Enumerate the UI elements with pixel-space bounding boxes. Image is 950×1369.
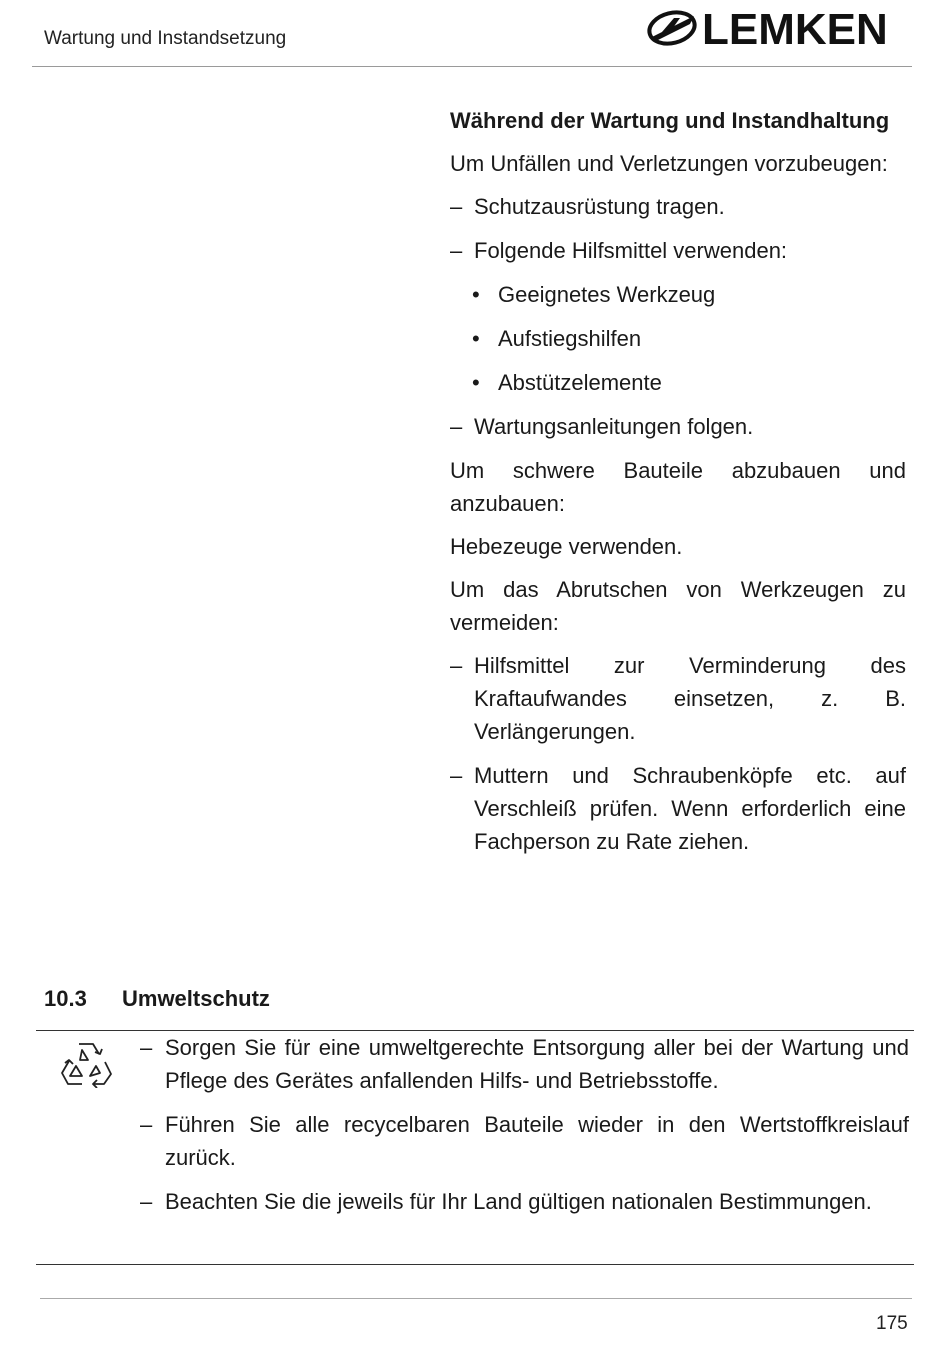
maintenance-intro: Um Unfällen und Verletzungen vorzubeugen: bbox=[450, 151, 888, 176]
bullet-item-text: Geeignetes Werkzeug bbox=[498, 282, 716, 307]
list-item-text: Beachten Sie die jeweils für Ihr Land gültigen nationalen Bestimmungen. bbox=[165, 1189, 872, 1214]
dash-marker: – bbox=[140, 1112, 153, 1137]
list-item bbox=[140, 1031, 909, 1097]
list-item bbox=[140, 1185, 909, 1218]
bullet-item bbox=[450, 322, 906, 355]
environment-list bbox=[140, 1031, 909, 1229]
bullet-marker: • bbox=[472, 370, 480, 395]
dash-marker: – bbox=[140, 1035, 153, 1060]
list-item-text: Folgende Hilfsmittel verwenden: bbox=[474, 238, 788, 263]
list-item-text: Hilfsmittel zur Verminderung des Kraftaufwandes einsetzen, z. B. Verlängerungen. bbox=[474, 653, 906, 744]
section-bottom-rule bbox=[36, 1264, 914, 1265]
maintenance-heading: Während der Wartung und Instandhaltung bbox=[450, 108, 890, 133]
header-title: Wartung und Instandsetzung bbox=[44, 28, 287, 49]
list-item-text: Sorgen Sie für eine umweltgerechte Entsorgung aller bei der Wartung und Pflege des Gerätes anfallenden Hilfs- und Betriebsstoffe. bbox=[165, 1035, 909, 1093]
dash-marker: – bbox=[450, 653, 463, 678]
list-item bbox=[450, 410, 906, 443]
list-item bbox=[450, 234, 906, 267]
bullet-item-text: Aufstiegshilfen bbox=[498, 326, 642, 351]
paragraph-slipping: Um das Abrutschen von Werkzeugen zu vermeiden: bbox=[450, 577, 906, 635]
footer-rule bbox=[40, 1298, 912, 1299]
dash-marker: – bbox=[450, 763, 463, 788]
maintenance-block bbox=[450, 104, 906, 869]
dash-marker: – bbox=[450, 194, 463, 219]
list-item-text: Schutzausrüstung tragen. bbox=[474, 194, 725, 219]
list-item bbox=[450, 759, 906, 858]
lemken-logo bbox=[644, 2, 906, 54]
paragraph-hoist: Hebezeuge verwenden. bbox=[450, 534, 683, 559]
list-item-text: Wartungsanleitungen folgen. bbox=[474, 414, 754, 439]
page-number: 175 bbox=[876, 1313, 908, 1334]
list-item-text: Muttern und Schraubenköpfe etc. auf Verschleiß prüfen. Wenn erforderlich eine Fachperson zu Rate ziehen. bbox=[474, 763, 906, 854]
dash-marker: – bbox=[450, 414, 463, 439]
logo-text: LEMKEN bbox=[702, 5, 888, 54]
recycle-icon bbox=[60, 1040, 112, 1088]
list-item bbox=[140, 1108, 909, 1174]
dash-marker: – bbox=[140, 1189, 153, 1214]
bullet-marker: • bbox=[472, 282, 480, 307]
dash-marker: – bbox=[450, 238, 463, 263]
bullet-item bbox=[450, 366, 906, 399]
list-item bbox=[450, 190, 906, 223]
header-rule bbox=[32, 66, 912, 67]
section-number: 10.3 bbox=[44, 986, 87, 1011]
bullet-item bbox=[450, 278, 906, 311]
list-item bbox=[450, 649, 906, 748]
paragraph-heavy-parts: Um schwere Bauteile abzubauen und anzubauen: bbox=[450, 458, 906, 516]
bullet-item-text: Abstützelemente bbox=[498, 370, 662, 395]
section-title: Umweltschutz bbox=[122, 986, 270, 1011]
bullet-marker: • bbox=[472, 326, 480, 351]
list-item-text: Führen Sie alle recycelbaren Bauteile wieder in den Wertstoffkreislauf zurück. bbox=[165, 1112, 909, 1170]
